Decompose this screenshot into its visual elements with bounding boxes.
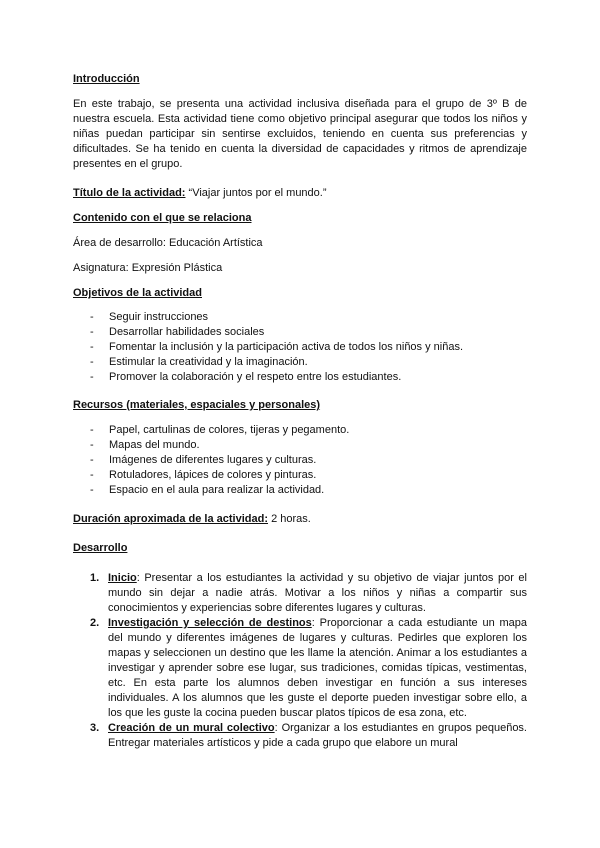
intro-heading: Introducción [73, 73, 140, 85]
step-item [73, 571, 527, 616]
list-item: - Rotuladores, lápices de colores y pinturas. [73, 468, 527, 483]
list-item: - Estimular la creatividad y la imaginación. [73, 355, 527, 370]
step-title: Creación de un mural colectivo [108, 722, 275, 734]
document-page [73, 72, 527, 751]
list-item: - Desarrollar habilidades sociales [73, 325, 527, 340]
step-item [73, 616, 527, 721]
step-text: : Proporcionar a cada estudiante un mapa del mundo y diferentes imágenes de lugares y culturas. Pedirles que exploren los mapas y seleccionen un destino que les llame la atención. Animar a los estudiantes a investigar y aprender sobre ese lugar, sus tradiciones, comidas típicas, vestimentas, etc. En esta parte los alumnos deben investigar en función a sus intereses individuales. A los alumnos que les guste el deporte pueden investigar sobre ello, a los que les guste la cocina pueden buscar platos típicos de esa zona, etc. [108, 617, 527, 719]
list-item: - Imágenes de diferentes lugares y culturas. [73, 453, 527, 468]
list-item: - Mapas del mundo. [73, 438, 527, 453]
step-number: 2. [90, 617, 100, 629]
activity-title-line [73, 186, 527, 201]
list-item: - Seguir instrucciones [73, 310, 527, 325]
step-number: 1. [90, 572, 100, 584]
step-title: Investigación y selección de destinos [108, 617, 312, 629]
step-text: : Presentar a los estudiantes la actividad y su objetivo de viajar juntos por el mundo sin dejar a nadie atrás. Motivar a los niños y niñas a compartir sus conocimientos y experiencias sobre diferentes lugares y culturas. [108, 572, 527, 614]
recursos-list [73, 423, 527, 498]
objetivos-heading: Objetivos de la actividad [73, 287, 202, 299]
objetivos-list [73, 310, 527, 385]
list-item: - Promover la colaboración y el respeto entre los estudiantes. [73, 370, 527, 385]
step-text: : Organizar a los estudiantes en grupos pequeños. Entregar materiales artísticos y pide a cada grupo que elabore un mural [108, 722, 527, 749]
duracion-label: Duración aproximada de la actividad: [73, 513, 269, 525]
list-item: - Espacio en el aula para realizar la actividad. [73, 483, 527, 498]
activity-title-label: Título de la actividad: [73, 187, 186, 199]
duracion-line [73, 512, 527, 527]
step-item [73, 721, 527, 751]
intro-paragraph: En este trabajo, se presenta una actividad inclusiva diseñada para el grupo de 3º B de nuestra escuela. Esta actividad tiene como objetivo principal asegurar que todos los niños y niñas puedan participar sin sentirse excluidos, teniendo en cuenta sus preferencias y dificultades. Se ha tenido en cuenta la diversidad de capacidades y ritmos de aprendizaje presentes en el grupo. [73, 98, 527, 170]
recursos-heading: Recursos (materiales, espaciales y personales) [73, 399, 321, 411]
contenido-heading: Contenido con el que se relaciona [73, 212, 252, 224]
duracion-value: 2 horas. [268, 513, 311, 525]
step-title: Inicio [108, 572, 137, 584]
list-item: - Papel, cartulinas de colores, tijeras y pegamento. [73, 423, 527, 438]
area-line: Área de desarrollo: Educación Artística [73, 237, 263, 249]
activity-title-value: “Viajar juntos por el mundo.” [185, 187, 327, 199]
step-number: 3. [90, 722, 100, 734]
list-item: - Fomentar la inclusión y la participación activa de todos los niños y niñas. [73, 340, 527, 355]
desarrollo-heading: Desarrollo [73, 542, 128, 554]
asignatura-line: Asignatura: Expresión Plástica [73, 262, 223, 274]
desarrollo-steps [73, 571, 527, 751]
